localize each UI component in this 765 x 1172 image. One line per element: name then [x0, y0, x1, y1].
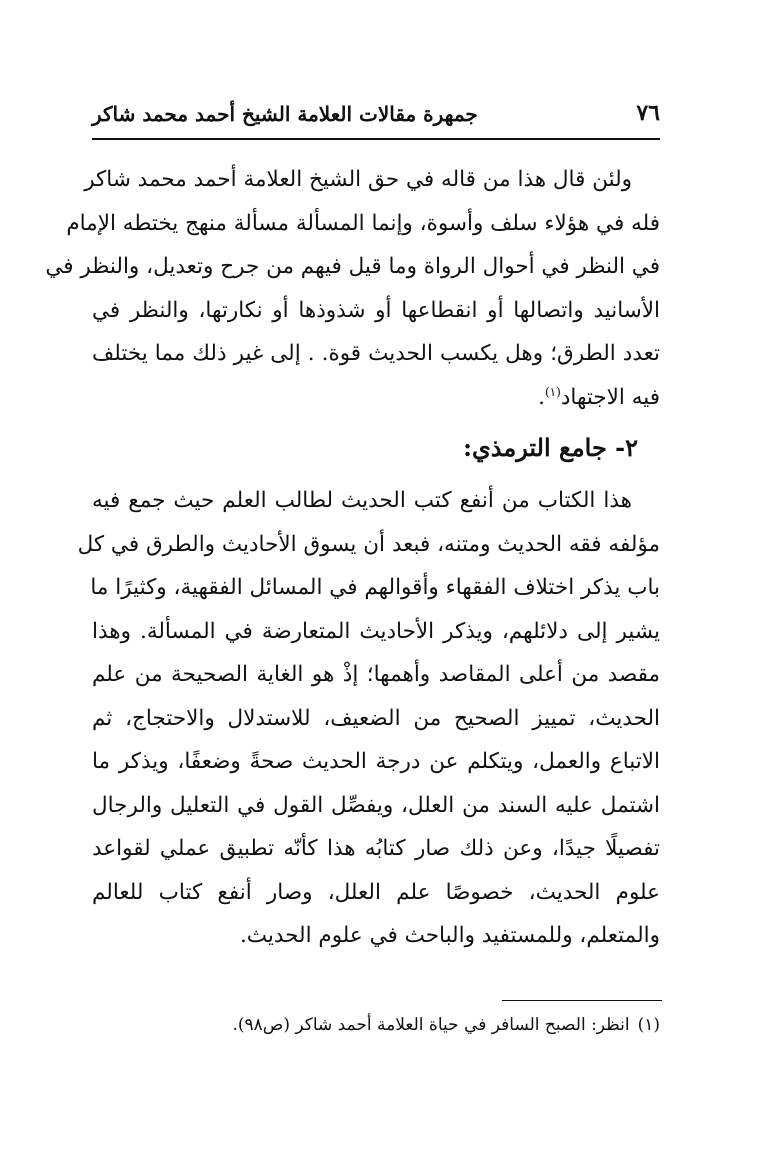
- page-body: [45, 158, 660, 958]
- text-line: اشتمل عليه السند من العلل، ويفصِّل القول في التعليل والرجال: [92, 792, 660, 818]
- text-line: باب يذكر اختلاف الفقهاء وأقوالهم في المسائل الفقهية، وكثيرًا ما: [90, 575, 660, 600]
- text-line: تفصيلًا جيدًا، وعن ذلك صار كتابُه هذا كأنّه تطبيق عملي لقواعد: [92, 836, 660, 861]
- text-line: علوم الحديث، خصوصًا علم العلل، وصار أنفع كتاب للعالم: [92, 879, 660, 905]
- text-line: فله في هؤلاء سلف وأسوة، وإنما المسألة مسألة منهج يختطه الإمام: [66, 210, 660, 236]
- footnote-divider: [502, 1000, 662, 1001]
- sentence-end: .: [538, 384, 545, 410]
- last-line-text: فيه الاجتهاد: [560, 384, 660, 410]
- text-line: ولئن قال هذا من قاله في حق الشيخ العلامة أحمد محمد شاكر: [84, 167, 632, 192]
- section-heading: ٢- جامع الترمذي:: [463, 433, 638, 462]
- text-line: الاتباع والعمل، ويتكلم عن درجة الحديث صحةً وضعفًا، ويذكر ما: [92, 749, 660, 774]
- paragraph-tirmidhi: [77, 479, 660, 958]
- paragraph-intro: [45, 158, 660, 419]
- text-line: الأسانيد واتصالها أو انقطاعها أو شذوذها أو نكارتها، والنظر في: [92, 297, 660, 323]
- footnote: [92, 1010, 660, 1040]
- footnote-text: انظر: الصبح السافر في حياة العلامة أحمد شاكر (ص٩٨).: [232, 1015, 630, 1035]
- page-header: [92, 98, 660, 140]
- text-line-last: [92, 376, 660, 420]
- text-line: مقصد من أعلى المقاصد وأهمها؛ إذْ هو الغاية الصحيحة من علم: [92, 662, 660, 687]
- text-line: يشير إلى دلائلهم، ويذكر الأحاديث المتعارضة في المسألة. وهذا: [92, 618, 660, 644]
- text-line: تعدد الطرق؛ وهل يكسب الحديث قوة. . إلى غير ذلك مما يختلف: [92, 341, 660, 366]
- text-line: والمتعلم، وللمستفيد والباحث في علوم الحديث.: [239, 923, 660, 948]
- text-line: هذا الكتاب من أنفع كتب الحديث لطالب العلم حيث جمع فيه: [92, 488, 632, 513]
- text-line: مؤلفه فقه الحديث ومتنه، فبعد أن يسوق الأحاديث والطرق في كل: [77, 531, 660, 557]
- running-title: جمهرة مقالات العلامة الشيخ أحمد محمد شاكر: [92, 102, 478, 126]
- footnote-number: (١): [637, 1015, 660, 1035]
- footnote-reference: (١): [544, 384, 561, 399]
- text-line: في النظر في أحوال الرواة وما قيل فيهم من جرح وتعديل، والنظر في: [45, 254, 660, 279]
- text-line: الحديث، تمييز الصحيح من الضعيف، للاستدلال والاحتجاج، ثم: [92, 705, 660, 731]
- page-number: ٧٦: [636, 100, 660, 126]
